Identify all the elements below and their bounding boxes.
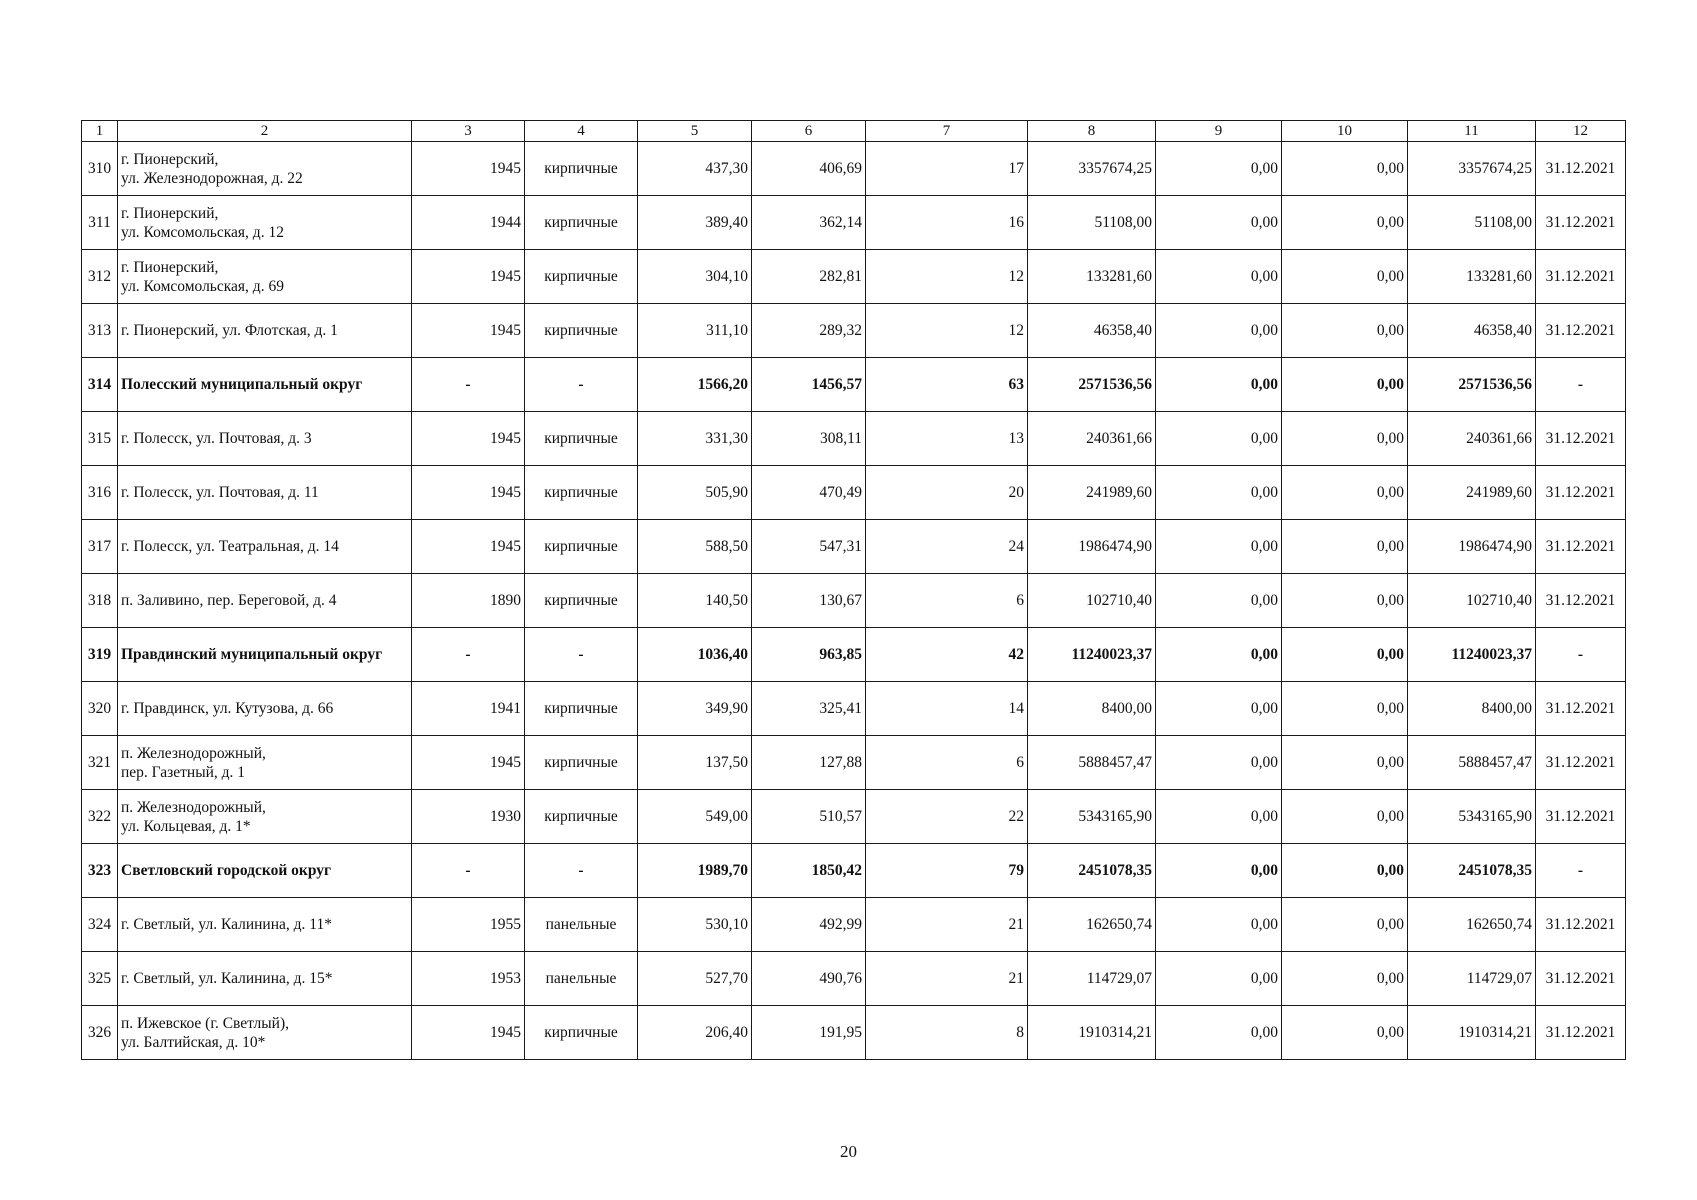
table-row: [82, 196, 1626, 250]
value-cell-5: 389,40: [638, 196, 752, 250]
column-number-cell: 7: [866, 121, 1028, 142]
address-cell: г. Пионерский, ул. Комсомольская, д. 12: [118, 196, 412, 250]
table-row: [82, 304, 1626, 358]
row-number-cell: 322: [82, 790, 118, 844]
column-number-cell: 1: [82, 121, 118, 142]
value-cell-5: 1566,20: [638, 358, 752, 412]
value-cell-7: 6: [866, 736, 1028, 790]
table-row: [82, 142, 1626, 196]
column-number-cell: 12: [1536, 121, 1626, 142]
year-cell: 1930: [412, 790, 525, 844]
value-cell-5: 437,30: [638, 142, 752, 196]
value-cell-9: 0,00: [1156, 628, 1282, 682]
value-cell-8: 2571536,56: [1028, 358, 1156, 412]
district-subtotal-row: [82, 844, 1626, 898]
value-cell-10: 0,00: [1282, 790, 1408, 844]
value-cell-8: 2451078,35: [1028, 844, 1156, 898]
value-cell-11: 1910314,21: [1408, 1006, 1536, 1060]
value-cell-11: 51108,00: [1408, 196, 1536, 250]
wall-material-cell: кирпичные: [525, 196, 638, 250]
value-cell-6: 406,69: [752, 142, 866, 196]
value-cell-11: 11240023,37: [1408, 628, 1536, 682]
column-number-cell: 3: [412, 121, 525, 142]
value-cell-7: 12: [866, 304, 1028, 358]
wall-material-cell: кирпичные: [525, 142, 638, 196]
row-number-cell: 311: [82, 196, 118, 250]
value-cell-7: 20: [866, 466, 1028, 520]
date-cell: -: [1536, 844, 1626, 898]
value-cell-6: 289,32: [752, 304, 866, 358]
value-cell-11: 133281,60: [1408, 250, 1536, 304]
table-row: [82, 898, 1626, 952]
value-cell-11: 2451078,35: [1408, 844, 1536, 898]
year-cell: 1955: [412, 898, 525, 952]
value-cell-11: 2571536,56: [1408, 358, 1536, 412]
value-cell-5: 527,70: [638, 952, 752, 1006]
value-cell-10: 0,00: [1282, 1006, 1408, 1060]
value-cell-8: 102710,40: [1028, 574, 1156, 628]
row-number-cell: 310: [82, 142, 118, 196]
value-cell-5: 311,10: [638, 304, 752, 358]
value-cell-5: 549,00: [638, 790, 752, 844]
value-cell-10: 0,00: [1282, 952, 1408, 1006]
value-cell-6: 1850,42: [752, 844, 866, 898]
value-cell-11: 240361,66: [1408, 412, 1536, 466]
year-cell: 1945: [412, 304, 525, 358]
value-cell-10: 0,00: [1282, 736, 1408, 790]
value-cell-9: 0,00: [1156, 1006, 1282, 1060]
value-cell-5: 349,90: [638, 682, 752, 736]
row-number-cell: 318: [82, 574, 118, 628]
column-number-cell: 9: [1156, 121, 1282, 142]
value-cell-5: 1989,70: [638, 844, 752, 898]
value-cell-9: 0,00: [1156, 898, 1282, 952]
table-row: [82, 520, 1626, 574]
value-cell-6: 308,11: [752, 412, 866, 466]
value-cell-6: 282,81: [752, 250, 866, 304]
table-row: [82, 574, 1626, 628]
row-number-cell: 321: [82, 736, 118, 790]
value-cell-11: 46358,40: [1408, 304, 1536, 358]
value-cell-7: 22: [866, 790, 1028, 844]
address-cell: г. Полесск, ул. Почтовая, д. 3: [118, 412, 412, 466]
wall-material-cell: кирпичные: [525, 682, 638, 736]
value-cell-9: 0,00: [1156, 358, 1282, 412]
value-cell-9: 0,00: [1156, 952, 1282, 1006]
wall-material-cell: панельные: [525, 898, 638, 952]
date-cell: 31.12.2021: [1536, 304, 1626, 358]
value-cell-9: 0,00: [1156, 142, 1282, 196]
date-cell: 31.12.2021: [1536, 898, 1626, 952]
date-cell: 31.12.2021: [1536, 250, 1626, 304]
wall-material-cell: кирпичные: [525, 466, 638, 520]
value-cell-11: 102710,40: [1408, 574, 1536, 628]
value-cell-7: 8: [866, 1006, 1028, 1060]
column-number-cell: 5: [638, 121, 752, 142]
wall-material-cell: -: [525, 628, 638, 682]
value-cell-8: 46358,40: [1028, 304, 1156, 358]
value-cell-8: 240361,66: [1028, 412, 1156, 466]
row-number-cell: 320: [82, 682, 118, 736]
value-cell-8: 11240023,37: [1028, 628, 1156, 682]
value-cell-11: 162650,74: [1408, 898, 1536, 952]
value-cell-6: 470,49: [752, 466, 866, 520]
address-cell: Полесский муниципальный округ: [118, 358, 412, 412]
date-cell: 31.12.2021: [1536, 466, 1626, 520]
address-cell: г. Полесск, ул. Почтовая, д. 11: [118, 466, 412, 520]
value-cell-8: 3357674,25: [1028, 142, 1156, 196]
row-number-cell: 312: [82, 250, 118, 304]
row-number-cell: 323: [82, 844, 118, 898]
district-subtotal-row: [82, 358, 1626, 412]
value-cell-7: 79: [866, 844, 1028, 898]
value-cell-11: 5343165,90: [1408, 790, 1536, 844]
column-number-cell: 8: [1028, 121, 1156, 142]
row-number-cell: 319: [82, 628, 118, 682]
address-cell: г. Пионерский, ул. Флотская, д. 1: [118, 304, 412, 358]
value-cell-11: 8400,00: [1408, 682, 1536, 736]
value-cell-8: 5343165,90: [1028, 790, 1156, 844]
year-cell: 1945: [412, 412, 525, 466]
table-row: [82, 412, 1626, 466]
value-cell-8: 1986474,90: [1028, 520, 1156, 574]
value-cell-11: 1986474,90: [1408, 520, 1536, 574]
value-cell-7: 42: [866, 628, 1028, 682]
value-cell-7: 16: [866, 196, 1028, 250]
wall-material-cell: панельные: [525, 952, 638, 1006]
row-number-cell: 316: [82, 466, 118, 520]
column-number-cell: 4: [525, 121, 638, 142]
column-number-row: [82, 121, 1626, 142]
value-cell-10: 0,00: [1282, 844, 1408, 898]
table-row: [82, 736, 1626, 790]
value-cell-6: 492,99: [752, 898, 866, 952]
row-number-cell: 325: [82, 952, 118, 1006]
wall-material-cell: -: [525, 844, 638, 898]
value-cell-6: 325,41: [752, 682, 866, 736]
address-cell: г. Светлый, ул. Калинина, д. 11*: [118, 898, 412, 952]
date-cell: 31.12.2021: [1536, 142, 1626, 196]
value-cell-5: 137,50: [638, 736, 752, 790]
value-cell-6: 362,14: [752, 196, 866, 250]
wall-material-cell: кирпичные: [525, 250, 638, 304]
year-cell: 1941: [412, 682, 525, 736]
year-cell: 1890: [412, 574, 525, 628]
value-cell-10: 0,00: [1282, 682, 1408, 736]
address-cell: г. Пионерский, ул. Железнодорожная, д. 22: [118, 142, 412, 196]
value-cell-5: 206,40: [638, 1006, 752, 1060]
value-cell-9: 0,00: [1156, 736, 1282, 790]
year-cell: 1944: [412, 196, 525, 250]
value-cell-9: 0,00: [1156, 466, 1282, 520]
value-cell-8: 5888457,47: [1028, 736, 1156, 790]
value-cell-9: 0,00: [1156, 682, 1282, 736]
value-cell-11: 5888457,47: [1408, 736, 1536, 790]
district-subtotal-row: [82, 628, 1626, 682]
column-number-cell: 6: [752, 121, 866, 142]
table-row: [82, 952, 1626, 1006]
value-cell-5: 530,10: [638, 898, 752, 952]
address-cell: п. Железнодорожный, ул. Кольцевая, д. 1*: [118, 790, 412, 844]
year-cell: 1945: [412, 1006, 525, 1060]
value-cell-10: 0,00: [1282, 574, 1408, 628]
table-row: [82, 682, 1626, 736]
wall-material-cell: -: [525, 358, 638, 412]
value-cell-9: 0,00: [1156, 844, 1282, 898]
year-cell: 1945: [412, 250, 525, 304]
page-number: 20: [840, 1142, 857, 1161]
column-number-cell: 10: [1282, 121, 1408, 142]
value-cell-5: 331,30: [638, 412, 752, 466]
address-cell: г. Правдинск, ул. Кутузова, д. 66: [118, 682, 412, 736]
value-cell-5: 505,90: [638, 466, 752, 520]
date-cell: 31.12.2021: [1536, 520, 1626, 574]
value-cell-9: 0,00: [1156, 790, 1282, 844]
wall-material-cell: кирпичные: [525, 304, 638, 358]
value-cell-8: 8400,00: [1028, 682, 1156, 736]
value-cell-5: 1036,40: [638, 628, 752, 682]
value-cell-6: 963,85: [752, 628, 866, 682]
value-cell-9: 0,00: [1156, 574, 1282, 628]
year-cell: 1945: [412, 142, 525, 196]
value-cell-7: 14: [866, 682, 1028, 736]
wall-material-cell: кирпичные: [525, 412, 638, 466]
row-number-cell: 314: [82, 358, 118, 412]
value-cell-6: 191,95: [752, 1006, 866, 1060]
value-cell-6: 127,88: [752, 736, 866, 790]
table-row: [82, 790, 1626, 844]
value-cell-9: 0,00: [1156, 520, 1282, 574]
value-cell-8: 1910314,21: [1028, 1006, 1156, 1060]
value-cell-10: 0,00: [1282, 196, 1408, 250]
date-cell: 31.12.2021: [1536, 790, 1626, 844]
value-cell-6: 490,76: [752, 952, 866, 1006]
column-number-cell: 11: [1408, 121, 1536, 142]
date-cell: -: [1536, 358, 1626, 412]
wall-material-cell: кирпичные: [525, 736, 638, 790]
wall-material-cell: кирпичные: [525, 790, 638, 844]
address-cell: г. Светлый, ул. Калинина, д. 15*: [118, 952, 412, 1006]
date-cell: 31.12.2021: [1536, 952, 1626, 1006]
address-cell: п. Ижевское (г. Светлый), ул. Балтийская, д. 10*: [118, 1006, 412, 1060]
value-cell-10: 0,00: [1282, 466, 1408, 520]
value-cell-7: 12: [866, 250, 1028, 304]
date-cell: 31.12.2021: [1536, 412, 1626, 466]
row-number-cell: 326: [82, 1006, 118, 1060]
value-cell-11: 114729,07: [1408, 952, 1536, 1006]
value-cell-10: 0,00: [1282, 358, 1408, 412]
value-cell-7: 24: [866, 520, 1028, 574]
value-cell-11: 241989,60: [1408, 466, 1536, 520]
value-cell-10: 0,00: [1282, 250, 1408, 304]
date-cell: 31.12.2021: [1536, 574, 1626, 628]
date-cell: 31.12.2021: [1536, 1006, 1626, 1060]
value-cell-6: 130,67: [752, 574, 866, 628]
value-cell-9: 0,00: [1156, 250, 1282, 304]
row-number-cell: 315: [82, 412, 118, 466]
value-cell-10: 0,00: [1282, 142, 1408, 196]
date-cell: 31.12.2021: [1536, 682, 1626, 736]
year-cell: 1945: [412, 520, 525, 574]
value-cell-7: 13: [866, 412, 1028, 466]
value-cell-9: 0,00: [1156, 412, 1282, 466]
value-cell-8: 133281,60: [1028, 250, 1156, 304]
value-cell-6: 510,57: [752, 790, 866, 844]
year-cell: -: [412, 628, 525, 682]
value-cell-8: 51108,00: [1028, 196, 1156, 250]
wall-material-cell: кирпичные: [525, 1006, 638, 1060]
wall-material-cell: кирпичные: [525, 520, 638, 574]
value-cell-11: 3357674,25: [1408, 142, 1536, 196]
value-cell-5: 140,50: [638, 574, 752, 628]
address-cell: Правдинский муниципальный округ: [118, 628, 412, 682]
value-cell-8: 241989,60: [1028, 466, 1156, 520]
table-row: [82, 466, 1626, 520]
value-cell-7: 21: [866, 952, 1028, 1006]
date-cell: 31.12.2021: [1536, 196, 1626, 250]
wall-material-cell: кирпичные: [525, 574, 638, 628]
value-cell-5: 588,50: [638, 520, 752, 574]
date-cell: 31.12.2021: [1536, 736, 1626, 790]
column-number-cell: 2: [118, 121, 412, 142]
address-cell: г. Полесск, ул. Театральная, д. 14: [118, 520, 412, 574]
year-cell: 1945: [412, 466, 525, 520]
value-cell-6: 1456,57: [752, 358, 866, 412]
value-cell-9: 0,00: [1156, 304, 1282, 358]
table-row: [82, 250, 1626, 304]
row-number-cell: 317: [82, 520, 118, 574]
value-cell-7: 63: [866, 358, 1028, 412]
address-cell: Светловский городской округ: [118, 844, 412, 898]
value-cell-5: 304,10: [638, 250, 752, 304]
year-cell: -: [412, 844, 525, 898]
address-cell: г. Пионерский, ул. Комсомольская, д. 69: [118, 250, 412, 304]
date-cell: -: [1536, 628, 1626, 682]
row-number-cell: 324: [82, 898, 118, 952]
year-cell: -: [412, 358, 525, 412]
value-cell-8: 114729,07: [1028, 952, 1156, 1006]
value-cell-8: 162650,74: [1028, 898, 1156, 952]
value-cell-6: 547,31: [752, 520, 866, 574]
value-cell-10: 0,00: [1282, 898, 1408, 952]
value-cell-10: 0,00: [1282, 304, 1408, 358]
value-cell-7: 6: [866, 574, 1028, 628]
table-row: [82, 1006, 1626, 1060]
value-cell-7: 21: [866, 898, 1028, 952]
row-number-cell: 313: [82, 304, 118, 358]
value-cell-7: 17: [866, 142, 1028, 196]
year-cell: 1953: [412, 952, 525, 1006]
housing-table: [81, 120, 1626, 1060]
address-cell: п. Железнодорожный, пер. Газетный, д. 1: [118, 736, 412, 790]
value-cell-9: 0,00: [1156, 196, 1282, 250]
address-cell: п. Заливино, пер. Береговой, д. 4: [118, 574, 412, 628]
value-cell-10: 0,00: [1282, 412, 1408, 466]
value-cell-10: 0,00: [1282, 520, 1408, 574]
value-cell-10: 0,00: [1282, 628, 1408, 682]
year-cell: 1945: [412, 736, 525, 790]
